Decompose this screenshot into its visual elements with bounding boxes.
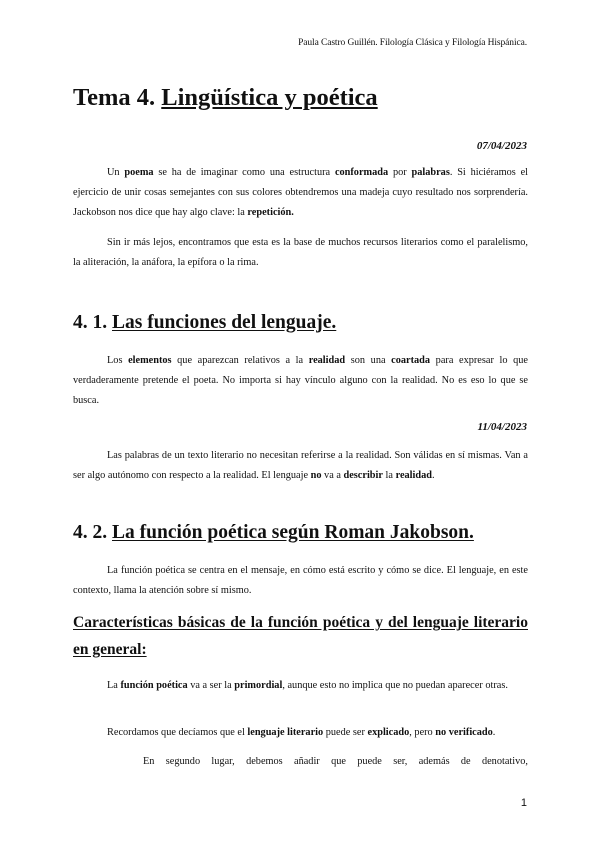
- paragraph-5: La función poética se centra en el mensaje, en cómo está escrito y cómo se dice. El lenguaje, en este contexto, llama la atención sobre sí mismo.: [73, 565, 528, 596]
- bold-run: coartada: [391, 355, 431, 366]
- page-number: 1: [520, 797, 527, 809]
- date-1: 07/04/2023: [476, 140, 527, 152]
- text-run: Un: [107, 167, 125, 178]
- text-run: .: [492, 727, 496, 738]
- bold-run: lenguaje literario: [247, 727, 324, 738]
- bold-run: no verificado: [435, 727, 493, 738]
- text-run: , pero: [409, 727, 436, 738]
- paragraph-7: [73, 723, 528, 743]
- bold-run: elementos: [128, 355, 172, 366]
- date-2: 11/04/2023: [477, 421, 527, 433]
- paragraph-8: En segundo lugar, debemos añadir que puede ser, además de denotativo,: [143, 756, 528, 767]
- text-run: Las palabras de un texto literario no necesitan referirse a la realidad. Son válidas en sí mismas. Van a ser algo autónomo con respecto a la realidad. El lenguaje: [73, 450, 528, 481]
- bold-run: describir: [343, 469, 383, 481]
- bold-run: realidad: [395, 469, 432, 481]
- text-run: se ha de imaginar como una estructura: [153, 167, 335, 178]
- text-run: va a: [321, 469, 344, 481]
- bold-run: palabras: [411, 167, 450, 178]
- paragraph-3: [73, 351, 528, 410]
- text-run: La: [107, 680, 121, 691]
- text-run: por: [388, 167, 412, 178]
- text-run: la: [382, 469, 396, 481]
- text-run: . Si hiciéramos el ejercicio de unir cosas semejantes con sus colores obtendremos una madeja cuyo resultado nos sorprendería. Jackobson nos dice que hay algo clave: la: [73, 167, 529, 218]
- text-run: que aparezcan relativos a la: [171, 355, 309, 366]
- section-heading-4-1: [73, 312, 336, 334]
- bold-run: no: [310, 469, 322, 481]
- section-heading-4-2: [73, 522, 474, 544]
- text-run: , aunque esto no implica que no puedan aparecer otras.: [282, 680, 508, 691]
- page-title: [73, 84, 378, 112]
- section-number: 4. 2.: [73, 522, 112, 543]
- subsection-title: Características básicas de la función poética y del lenguaje literario en general:: [73, 614, 528, 658]
- bold-run: explicado: [367, 727, 410, 738]
- subsection-heading: [73, 609, 528, 663]
- text-run: puede ser: [323, 727, 368, 738]
- paragraph-1: [73, 163, 528, 222]
- paragraph-4: [73, 446, 528, 486]
- text-run: son una: [345, 355, 392, 366]
- bold-run: repetición.: [247, 206, 294, 218]
- section-number: 4. 1.: [73, 312, 112, 333]
- bold-run: poema: [124, 167, 154, 178]
- paragraph-6: [73, 676, 528, 696]
- running-header: Paula Castro Guillén. Filología Clásica y Filología Hispánica.: [298, 38, 527, 48]
- bold-run: función poética: [120, 680, 188, 691]
- section-title: Las funciones del lenguaje.: [112, 312, 337, 333]
- text-run: va a ser la: [187, 680, 235, 691]
- bold-run: primordial: [234, 680, 283, 691]
- text-run: para expresar lo que verdaderamente pretende el poeta. No importa si hay vínculo alguno con la realidad. No es eso lo que se busca.: [73, 355, 528, 406]
- text-run: Recordamos que decíamos que el: [107, 727, 248, 738]
- paragraph-2: Sin ir más lejos, encontramos que esta es la base de muchos recursos literarios como el paralelismo, la aliteración, la anáfora, la epífora o la rima.: [73, 237, 528, 268]
- text-run: Los: [107, 355, 129, 366]
- section-title: La función poética según Roman Jakobson.: [112, 522, 474, 543]
- title-prefix: Tema 4.: [73, 84, 162, 111]
- title-main: Lingüística y poética: [161, 84, 378, 111]
- bold-run: realidad: [308, 355, 346, 366]
- text-run: .: [432, 469, 435, 481]
- bold-run: conformada: [334, 167, 389, 178]
